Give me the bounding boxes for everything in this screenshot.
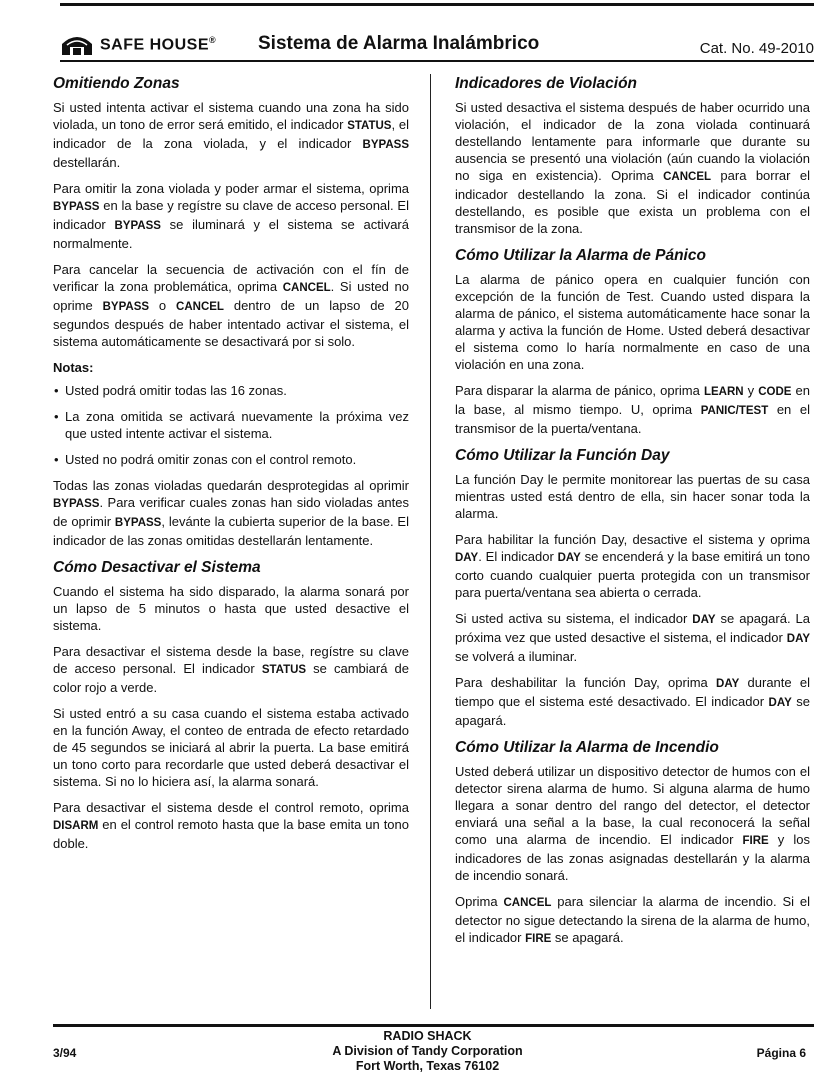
paragraph: Si usted desactiva el sistema después de haber ocurrido una violación, el indicador de la zona violada continuará destellando lentamente para informarle que durante su ausencia se presentó una violación (aún cuando la violación no siga en existencia). Oprima CANCEL para borrar el indicador destellando la zona. Si el indicador continúa destellando, es posible que exista un problema con el transmisor de la zona.	[455, 100, 810, 236]
paragraph: Para desactivar el sistema desde la base, regístre su clave de acceso personal. El indicador STATUS se cambiará de color rojo a verde.	[53, 644, 409, 695]
button-keyword: DAY	[786, 633, 810, 645]
button-keyword: STATUS	[347, 120, 392, 132]
paragraph: Para omitir la zona violada y poder armar el sistema, oprima BYPASS en la base y regístre su clave de acceso personal. El indicador BYPASS se iluminará y el sistema se activará normalmente.	[53, 181, 409, 251]
button-keyword: DAY	[716, 678, 740, 690]
button-keyword: DAY	[557, 552, 581, 564]
paragraph: Para deshabilitar la función Day, oprima DAY durante el tiempo que el sistema esté desactivado. El indicador DAY se apagará.	[455, 675, 811, 728]
list-item: • Usted podrá omitir todas las 16 zonas.	[53, 382, 409, 399]
header-rule	[60, 60, 814, 62]
button-keyword: BYPASS	[102, 301, 150, 313]
document-title: Sistema de Alarma Inalámbrico	[258, 33, 540, 54]
section-heading: Cómo Desactivar el Sistema	[53, 559, 261, 576]
right-column	[455, 74, 810, 957]
button-keyword: BYPASS	[53, 201, 100, 213]
button-keyword: DAY	[455, 552, 479, 564]
button-keyword: CANCEL	[503, 897, 552, 909]
house-logo-icon	[60, 34, 94, 56]
notes-list	[53, 382, 409, 468]
footer-date: 3/94	[53, 1046, 77, 1060]
paragraph: Para habilitar la función Day, desactive el sistema y oprima DAY. El indicador DAY se encenderá y la base emitirá un tono corto cuando cualquier puerta protegida con un transmisor para puerta/ventana sea abierta o cerrada.	[455, 532, 810, 600]
list-item: • La zona omitida se activará nuevamente la próxima vez que usted intente activar el sistema.	[53, 408, 409, 442]
button-keyword: BYPASS	[114, 517, 162, 529]
paragraph: Para cancelar la secuencia de activación con el fín de verificar la zona problemática, oprima CANCEL. Si usted no oprime BYPASS o CANCEL dentro de un lapso de 20 segundos después de haber intentado activar el sistema, el sistema automáticamente se desactivará por si solo.	[53, 262, 409, 349]
button-keyword: CANCEL	[282, 282, 331, 294]
paragraph: Si usted intenta activar el sistema cuando una zona ha sido violada, un tono de error será emitido, el indicador STATUS, el indicador de la zona violada, y el indicador BYPASS destellarán.	[53, 100, 409, 170]
notes-label: Notas:	[53, 360, 94, 375]
section-heading: Cómo Utilizar la Alarma de Incendio	[455, 739, 719, 756]
paragraph: Oprima CANCEL para silenciar la alarma de incendio. Si el detector no sigue detectando la sirena de la alarma de humo, el indicador FIRE se apagará.	[455, 894, 810, 945]
button-keyword: DAY	[768, 697, 792, 709]
button-keyword: BYPASS	[53, 498, 100, 510]
paragraph: Todas las zonas violadas quedarán desprotegidas al oprimir BYPASS. Para verificar cuales zonas han sido violadas antes de oprimir BYPASS, levánte la cubierta superior de la base. El indicador de las zonas omitidas destellarán lentamente.	[53, 478, 409, 548]
paragraph: La función Day le permite monitorear las puertas de su casa mientras usted está dentro de ella, sin hacer sonar toda la alarma.	[455, 472, 810, 521]
button-keyword: FIRE	[525, 933, 552, 945]
company-address: Fort Worth, Texas 76102	[355, 1059, 500, 1073]
button-keyword: DISARM	[53, 820, 99, 832]
brand-name: SAFE HOUSE®	[100, 35, 217, 54]
column-divider	[430, 74, 431, 1009]
left-column	[53, 74, 409, 861]
company-division: A Division of Tandy Corporation	[332, 1044, 523, 1058]
paragraph: Cuando el sistema ha sido disparado, la alarma sonará por un lapso de 5 minutos o hasta que usted desactive el sistema.	[53, 584, 409, 633]
button-keyword: STATUS	[261, 664, 307, 676]
button-keyword: DAY	[692, 614, 716, 626]
button-keyword: FIRE	[742, 835, 769, 847]
section-heading: Cómo Utilizar la Función Day	[455, 447, 670, 464]
button-keyword: CANCEL	[176, 301, 224, 313]
company-name: RADIO SHACK	[383, 1029, 472, 1043]
section-heading: Cómo Utilizar la Alarma de Pánico	[455, 247, 706, 264]
paragraph: Para disparar la alarma de pánico, oprima LEARN y CODE en la base, al mismo tiempo. U, oprima PANIC/TEST en el transmisor de la puerta/ventana.	[455, 383, 810, 436]
button-keyword: BYPASS	[114, 220, 161, 232]
button-keyword: LEARN	[703, 386, 744, 398]
page-header	[60, 30, 814, 58]
paragraph: Si usted activa su sistema, el indicador DAY se apagará. La próxima vez que usted desactive el sistema, el indicador DAY se volverá a iluminar.	[455, 611, 811, 664]
section-heading: Omitiendo Zonas	[53, 75, 180, 92]
paragraph: La alarma de pánico opera en cualquier función con excepción de la función de Test. Cuando usted dispara la alarma de pánico, el sistema automáticamente hace sonar la alarma y activa la función de Home. Usted deberá desactivar el sistema como lo haría normalmente en caso de una violación en una zona.	[455, 272, 810, 372]
paragraph: Usted deberá utilizar un dispositivo detector de humos con el detector sirena alarma de humo. Si alguna alarma de humo llegara a sonar dentro del rango del detector, el detector enviará una señal a la base, la cual reconocerá la señal como una alarma de incendio. El indicador FIRE y los indicadores de las zonas asignadas destellarán y la alarma de incendio sonará.	[455, 764, 810, 883]
button-keyword: CODE	[758, 386, 792, 398]
button-keyword: PANIC/TEST	[700, 405, 769, 417]
catalog-number: Cat. No. 49-2010	[699, 40, 814, 57]
footer-company	[300, 1029, 555, 1074]
footer-rule	[53, 1024, 814, 1027]
paragraph: Para desactivar el sistema desde el control remoto, oprima DISARM en el control remoto hasta que la base emita un tono doble.	[53, 800, 409, 851]
page-number: Página 6	[756, 1046, 806, 1060]
list-item: • Usted no podrá omitir zonas con el control remoto.	[53, 451, 409, 468]
paragraph: Si usted entró a su casa cuando el sistema estaba activado en la función Away, el conteo de entrada de efecto retardado de 45 segundos se iniciará al abrir la puerta. La base emitirá un tono corto para recordarle que usted deberá desactivar el sistema. Si no lo hiciera así, la alarma sonará.	[53, 706, 409, 789]
section-heading: Indicadores de Violación	[455, 75, 638, 92]
button-keyword: BYPASS	[362, 139, 409, 151]
button-keyword: CANCEL	[663, 171, 712, 183]
top-border	[60, 3, 814, 6]
